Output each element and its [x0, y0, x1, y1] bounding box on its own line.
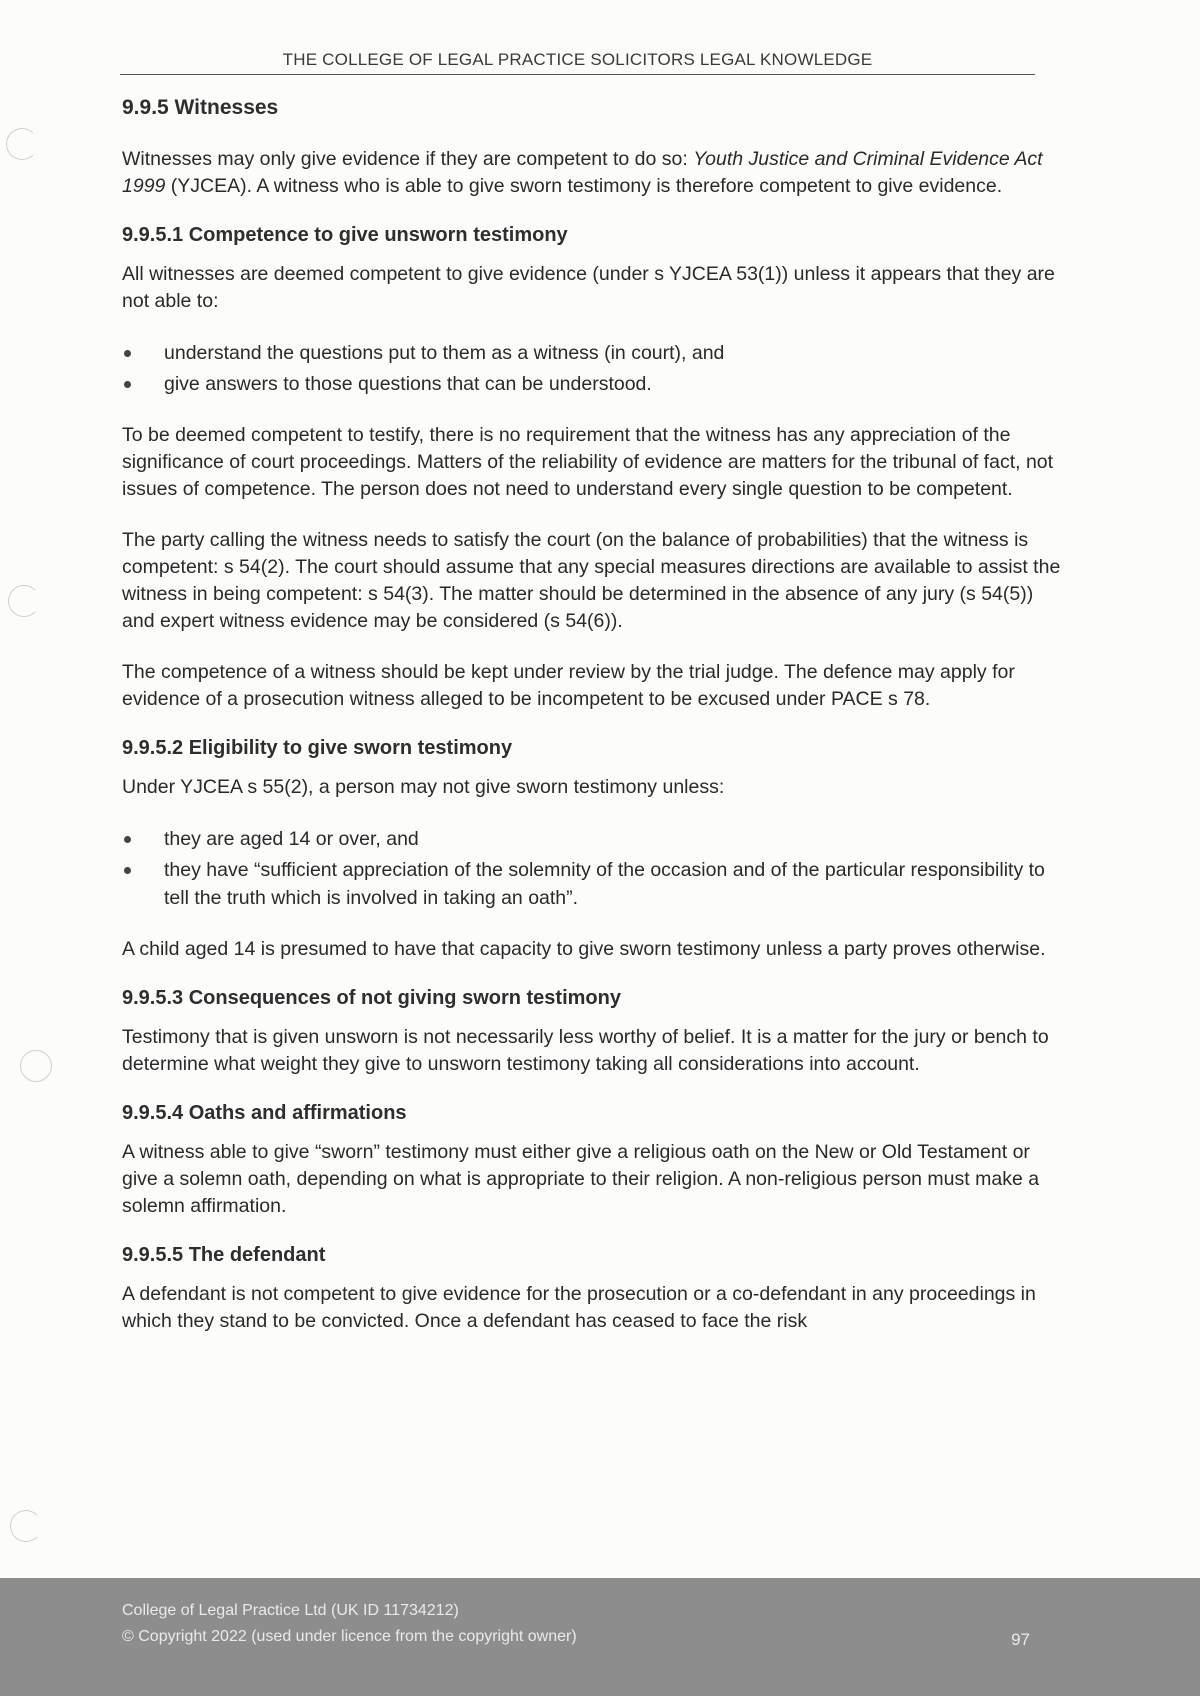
- list-item-text: they have “sufficient appreciation of the solemnity of the occasion and of the particular responsibility to tell the truth which is involved in taking an oath”.: [164, 859, 1045, 909]
- footer-copyright: © Copyright 2022 (used under licence from the copyright owner): [122, 1628, 577, 1645]
- subsection-heading-9-9-5-4: 9.9.5.4 Oaths and affirmations: [122, 1102, 407, 1124]
- paragraph: A child aged 14 is presumed to have that capacity to give sworn testimony unless a party proves otherwise.: [122, 938, 1046, 960]
- section-intro: [122, 146, 1062, 200]
- subsection-heading-9-9-5-1: 9.9.5.1 Competence to give unsworn testimony: [122, 224, 568, 246]
- act-citation: Youth Justice and Criminal Evidence Act 1999: [122, 148, 1043, 197]
- punch-hole-mark: [8, 585, 40, 617]
- running-header: THE COLLEGE OF LEGAL PRACTICE SOLICITORS LEGAL KNOWLEDGE: [282, 50, 873, 69]
- list-item: [122, 370, 1062, 398]
- list-item-text: they are aged 14 or over, and: [164, 828, 419, 850]
- bullet-icon: [124, 867, 131, 874]
- bullet-list: [122, 825, 1062, 912]
- punch-hole-mark: [10, 1510, 42, 1542]
- list-item: [122, 825, 1062, 853]
- bullet-icon: [124, 836, 131, 843]
- section-title: 9.9.5 Witnesses: [122, 96, 279, 119]
- paragraph: Testimony that is given unsworn is not necessarily less worthy of belief. It is a matter for the jury or bench to determine what weight they give to unsworn testimony taking all considerations into account.: [122, 1026, 1049, 1075]
- subsection-heading-9-9-5-2: 9.9.5.2 Eligibility to give sworn testimony: [122, 737, 513, 759]
- intro-text-a: Witnesses may only give evidence if they are competent to do so:: [122, 148, 694, 170]
- list-item: [122, 856, 1062, 912]
- paragraph: A defendant is not competent to give evidence for the prosecution or a co-defendant in any proceedings in which they stand to be convicted. Once a defendant has ceased to face the risk: [122, 1283, 1036, 1332]
- list-item-text: give answers to those questions that can be understood.: [164, 373, 652, 395]
- paragraph: Under YJCEA s 55(2), a person may not give sworn testimony unless:: [122, 776, 725, 798]
- page-content: [122, 96, 1062, 1359]
- list-item: [122, 339, 1062, 367]
- bullet-icon: [124, 381, 131, 388]
- header-rule: [120, 74, 1035, 75]
- list-item-text: understand the questions put to them as a witness (in court), and: [164, 342, 725, 364]
- paragraph: All witnesses are deemed competent to give evidence (under s YJCEA 53(1)) unless it appears that they are not able to:: [122, 263, 1055, 312]
- subsection-heading-9-9-5-5: 9.9.5.5 The defendant: [122, 1244, 326, 1266]
- intro-text-b: (YJCEA). A witness who is able to give sworn testimony is therefore competent to give evidence.: [165, 175, 1003, 197]
- page-number: 97: [1011, 1630, 1030, 1649]
- bullet-list: [122, 339, 1062, 398]
- punch-hole-mark: [6, 128, 38, 160]
- footer-company: College of Legal Practice Ltd (UK ID 11734212): [122, 1602, 459, 1619]
- page-footer: [0, 1578, 1200, 1696]
- paragraph: A witness able to give “sworn” testimony must either give a religious oath on the New or Old Testament or give a solemn oath, depending on what is appropriate to their religion. A non-religious person must make a solemn affirmation.: [122, 1141, 1040, 1217]
- paragraph: The party calling the witness needs to satisfy the court (on the balance of probabilities) that the witness is competent: s 54(2). The court should assume that any special measures directions are available to assist the witness in being competent: s 54(3). The matter should be determined in the absence of any jury (s 54(5)) and expert witness evidence may be considered (s 54(6)).: [122, 529, 1061, 632]
- subsection-heading-9-9-5-3: 9.9.5.3 Consequences of not giving sworn testimony: [122, 987, 621, 1009]
- paragraph: The competence of a witness should be kept under review by the trial judge. The defence may apply for evidence of a prosecution witness alleged to be incompetent to be excused under PACE s 78.: [122, 661, 1015, 710]
- bullet-icon: [124, 350, 131, 357]
- paragraph: To be deemed competent to testify, there is no requirement that the witness has any appreciation of the significance of court proceedings. Matters of the reliability of evidence are matters for the tribunal of fact, not issues of competence. The person does not need to understand every single question to be competent.: [122, 424, 1054, 500]
- punch-hole-mark: [20, 1050, 52, 1082]
